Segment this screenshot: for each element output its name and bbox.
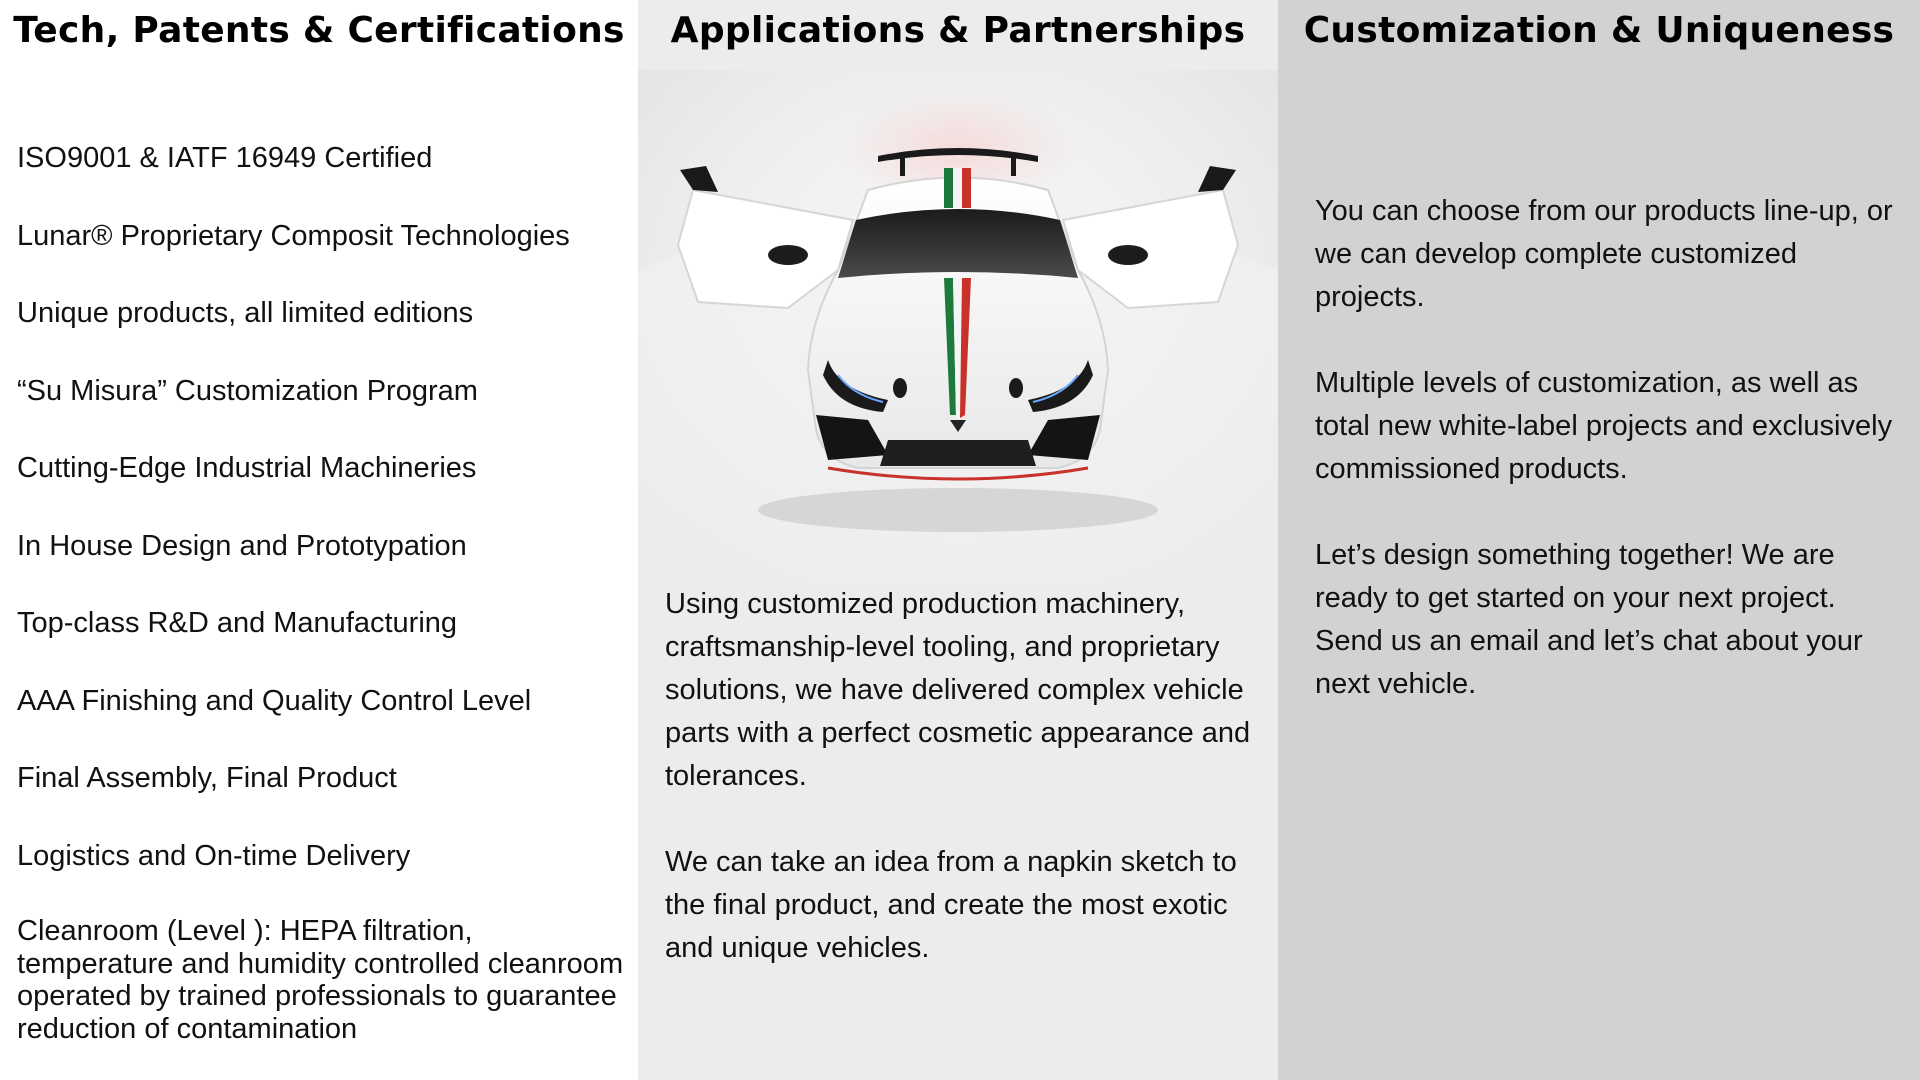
customization-paragraph: Multiple levels of customization, as well as total new white-label projects and exclusively commissioned products.: [1315, 367, 1893, 485]
feature-item: Logistics and On-time Delivery: [17, 839, 411, 872]
feature-item: Unique products, all limited editions: [17, 297, 474, 329]
applications-paragraph: We can take an idea from a napkin sketch to the final product, and create the most exotic and unique vehicles.: [665, 846, 1237, 964]
tech-heading: Tech, Patents & Certifications: [13, 10, 625, 51]
feature-item-cleanroom: Cleanroom (Level ): HEPA filtration, temperature and humidity controlled cleanroom operated by trained professionals to guarantee reduction of contamination: [17, 915, 624, 1045]
applications-text: [665, 583, 1265, 1013]
feature-item: Cutting-Edge Industrial Machineries: [17, 452, 477, 484]
customization-paragraph: Let’s design something together! We are ready to get started on your next project. Send us an email and let’s chat about your next vehicle.: [1315, 539, 1863, 700]
right-mirror: [1108, 245, 1148, 265]
windshield: [838, 209, 1078, 278]
feature-item: Top-class R&D and Manufacturing: [17, 607, 458, 639]
stripe-white-roof: [953, 168, 962, 208]
feature-item: AAA Finishing and Quality Control Level: [17, 684, 532, 717]
feature-item: ISO9001 & IATF 16949 Certified: [17, 142, 433, 174]
stripe-red-roof: [962, 168, 971, 208]
feature-item: Final Assembly, Final Product: [17, 762, 397, 794]
car-image: [638, 70, 1278, 590]
feature-item: In House Design and Prototypation: [17, 529, 467, 562]
car-shadow: [758, 488, 1158, 532]
center-grille: [880, 440, 1036, 466]
left-vent: [893, 378, 907, 398]
customization-heading: Customization & Uniqueness: [1303, 10, 1895, 51]
feature-list: [17, 136, 627, 1045]
customization-column: [1278, 0, 1920, 1080]
applications-heading: Applications & Partnerships: [670, 10, 1246, 51]
feature-item: “Su Misura” Customization Program: [17, 374, 478, 407]
tech-column: [0, 0, 638, 1080]
feature-item: Lunar® Proprietary Composit Technologies: [17, 219, 570, 252]
stripe-green-roof: [944, 168, 953, 208]
right-vent: [1009, 378, 1023, 398]
supercar-illustration: [638, 70, 1278, 590]
left-mirror: [768, 245, 808, 265]
customization-text: [1315, 190, 1905, 749]
customization-paragraph: You can choose from our products line-up, or we can develop complete customized projects.: [1315, 195, 1893, 313]
applications-column: [638, 0, 1278, 1080]
applications-paragraph: Using customized production machinery, craftsmanship-level tooling, and proprietary solutions, we have delivered complex vehicle parts with a perfect cosmetic appearance and tolerances.: [665, 588, 1251, 792]
